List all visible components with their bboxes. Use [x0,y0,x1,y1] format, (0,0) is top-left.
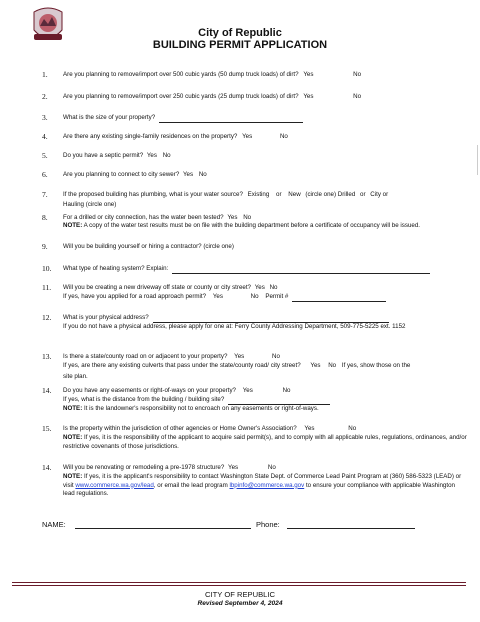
new-option[interactable]: New [288,191,301,198]
commerce-lead-link[interactable]: www.commerce.wa.gov/lead [75,481,154,489]
item-number: 13. [42,352,52,361]
yes-option[interactable]: Yes [303,93,314,100]
footer-rule [12,582,466,583]
question-14: Do you have any easements or right-of-ways on your property? Yes No [63,387,291,394]
yes-option[interactable]: Yes [146,152,157,159]
question-11-followup: If yes, have you applied for a road approach permit? Yes No Permit # [63,293,468,302]
question-3: What is the size of your property? [63,114,468,123]
no-option[interactable]: No [328,362,337,369]
no-option[interactable]: No [269,284,278,291]
no-option[interactable]: No [162,152,171,159]
yes-option[interactable]: Yes [242,133,253,140]
no-option[interactable]: No [271,353,280,360]
yes-option[interactable]: Yes [303,71,314,78]
yes-option[interactable]: Yes [234,353,245,360]
item-number: 6. [42,170,48,179]
question-7: If the proposed building has plumbing, what is your water source? Existing or New (circle one) Drilled or City or [63,191,389,198]
question-14-followup: If yes, what is the distance from the building / building site? [63,396,468,405]
no-option[interactable]: No [348,425,357,432]
physical-address-field[interactable] [153,315,389,323]
question-13-continued: site plan. [63,373,88,380]
footer-org: CITY OF REPUBLIC [205,590,275,599]
phone-field[interactable] [287,528,415,529]
note-8: NOTE: A copy of the water test results must be on file with the building department before a certificate of occupancy will be issued. [63,222,421,229]
city-title: City of Republic [198,27,282,39]
question-lead-paint: Will you be renovating or remodeling a pre-1978 structure? Yes No [63,464,276,471]
question-9: Will you be building yourself or hiring a contractor? (circle one) [63,243,234,250]
form-title: BUILDING PERMIT APPLICATION [152,39,328,51]
item-number: 14. [42,386,52,395]
name-field[interactable] [75,528,251,529]
name-label: NAME: [42,520,66,529]
question-15: Is the property within the jurisdiction of other agencies or Home Owner's Association? Yes No [63,425,357,432]
item-number: 2. [42,92,48,101]
page-edge-mark [477,145,478,175]
question-2: Are you planning to remove/import over 250 cubic yards (25 dump truck loads) of dirt? Yes No [63,93,362,100]
question-12: What is your physical address? [63,314,468,323]
item-number: 15. [42,424,52,433]
no-option[interactable]: No [243,214,252,221]
no-option[interactable]: No [353,71,362,78]
item-number: 9. [42,242,48,251]
yes-option[interactable]: Yes [242,387,253,394]
question-7-continued: Hauling (circle one) [63,201,117,208]
question-13: Is there a state/county road on or adjacent to your property? Yes No [63,353,280,360]
no-option[interactable]: No [279,133,288,140]
no-option[interactable]: No [282,387,291,394]
drilled-option[interactable]: Drilled [337,191,356,198]
signature-row [42,520,462,530]
item-number: 1. [42,70,48,79]
yes-option[interactable]: Yes [227,214,238,221]
item-number: 5. [42,151,48,160]
question-10: What type of heating system? Explain: [63,265,468,274]
heating-system-field[interactable] [172,266,430,274]
item-number: 3. [42,113,48,122]
permit-number-field[interactable] [292,294,386,302]
no-option[interactable]: No [250,293,259,300]
yes-option[interactable]: Yes [228,464,239,471]
item-number: 7. [42,190,48,199]
item-number: 8. [42,213,48,222]
yes-option[interactable]: Yes [212,293,223,300]
lbpinfo-email-link[interactable]: lbpinfo@commerce.wa.gov [229,481,305,489]
existing-option[interactable]: Existing [247,191,270,198]
no-option[interactable]: No [198,171,207,178]
no-option[interactable]: No [267,464,276,471]
city-option[interactable]: City or [370,191,389,198]
no-option[interactable]: No [353,93,362,100]
phone-label: Phone: [256,520,280,529]
yes-option[interactable]: Yes [254,284,265,291]
property-size-field[interactable] [159,115,303,123]
question-6: Are you planning to connect to city sewer? Yes No [63,171,207,178]
note-14: NOTE: It is the landowner's responsibility not to encroach on any easements or right-of-ways. [63,405,319,412]
item-number: 14. [42,463,52,472]
yes-option[interactable]: Yes [183,171,194,178]
address-instructions: If you do not have a physical address, please apply for one at: Ferry County Addressing Department, 509-775-5225 ext. 1152 [63,323,406,330]
question-5: Do you have a septic permit? Yes No [63,152,171,159]
item-number: 12. [42,313,52,322]
question-8: For a drilled or city connection, has the water been tested? Yes No [63,214,252,221]
question-4: Are there any existing single-family residences on the property? Yes No [63,133,288,140]
item-number: 4. [42,132,48,141]
question-13-followup: If yes, are there any existing culverts that pass under the state/county road/ city street? Yes No If yes, show those on the [63,362,411,369]
footer-revised: Revised September 4, 2024 [197,600,283,607]
yes-option[interactable]: Yes [310,362,321,369]
question-1: Are you planning to remove/import over 500 cubic yards (50 dump truck loads) of dirt? Yes No [63,71,362,78]
note-lead-paint: NOTE: If yes, it is the applicant's responsibility to contact Washington State Dept. of Commerce Lead Paint Program at (360) 586-5323 (LEAD) or visit www.commerce.wa.gov/lead, or email the lead program lbpinfo@commerce.wa.gov to ensure your compliance with applicable Washington lead regulations. [63,473,462,498]
item-number: 10. [42,264,52,273]
distance-field[interactable] [228,397,330,405]
footer-rule-thin [12,585,466,586]
question-11: Will you be creating a new driveway off state or county or city street? Yes No [63,284,278,291]
note-15: NOTE: If yes, it is the responsibility of the applicant to acquire said permit(s), and to comply with all applicable rules, regulations, ordinances, and/or restrictive covenants of those jurisdictions. [63,434,467,450]
yes-option[interactable]: Yes [304,425,315,432]
item-number: 11. [42,283,52,292]
